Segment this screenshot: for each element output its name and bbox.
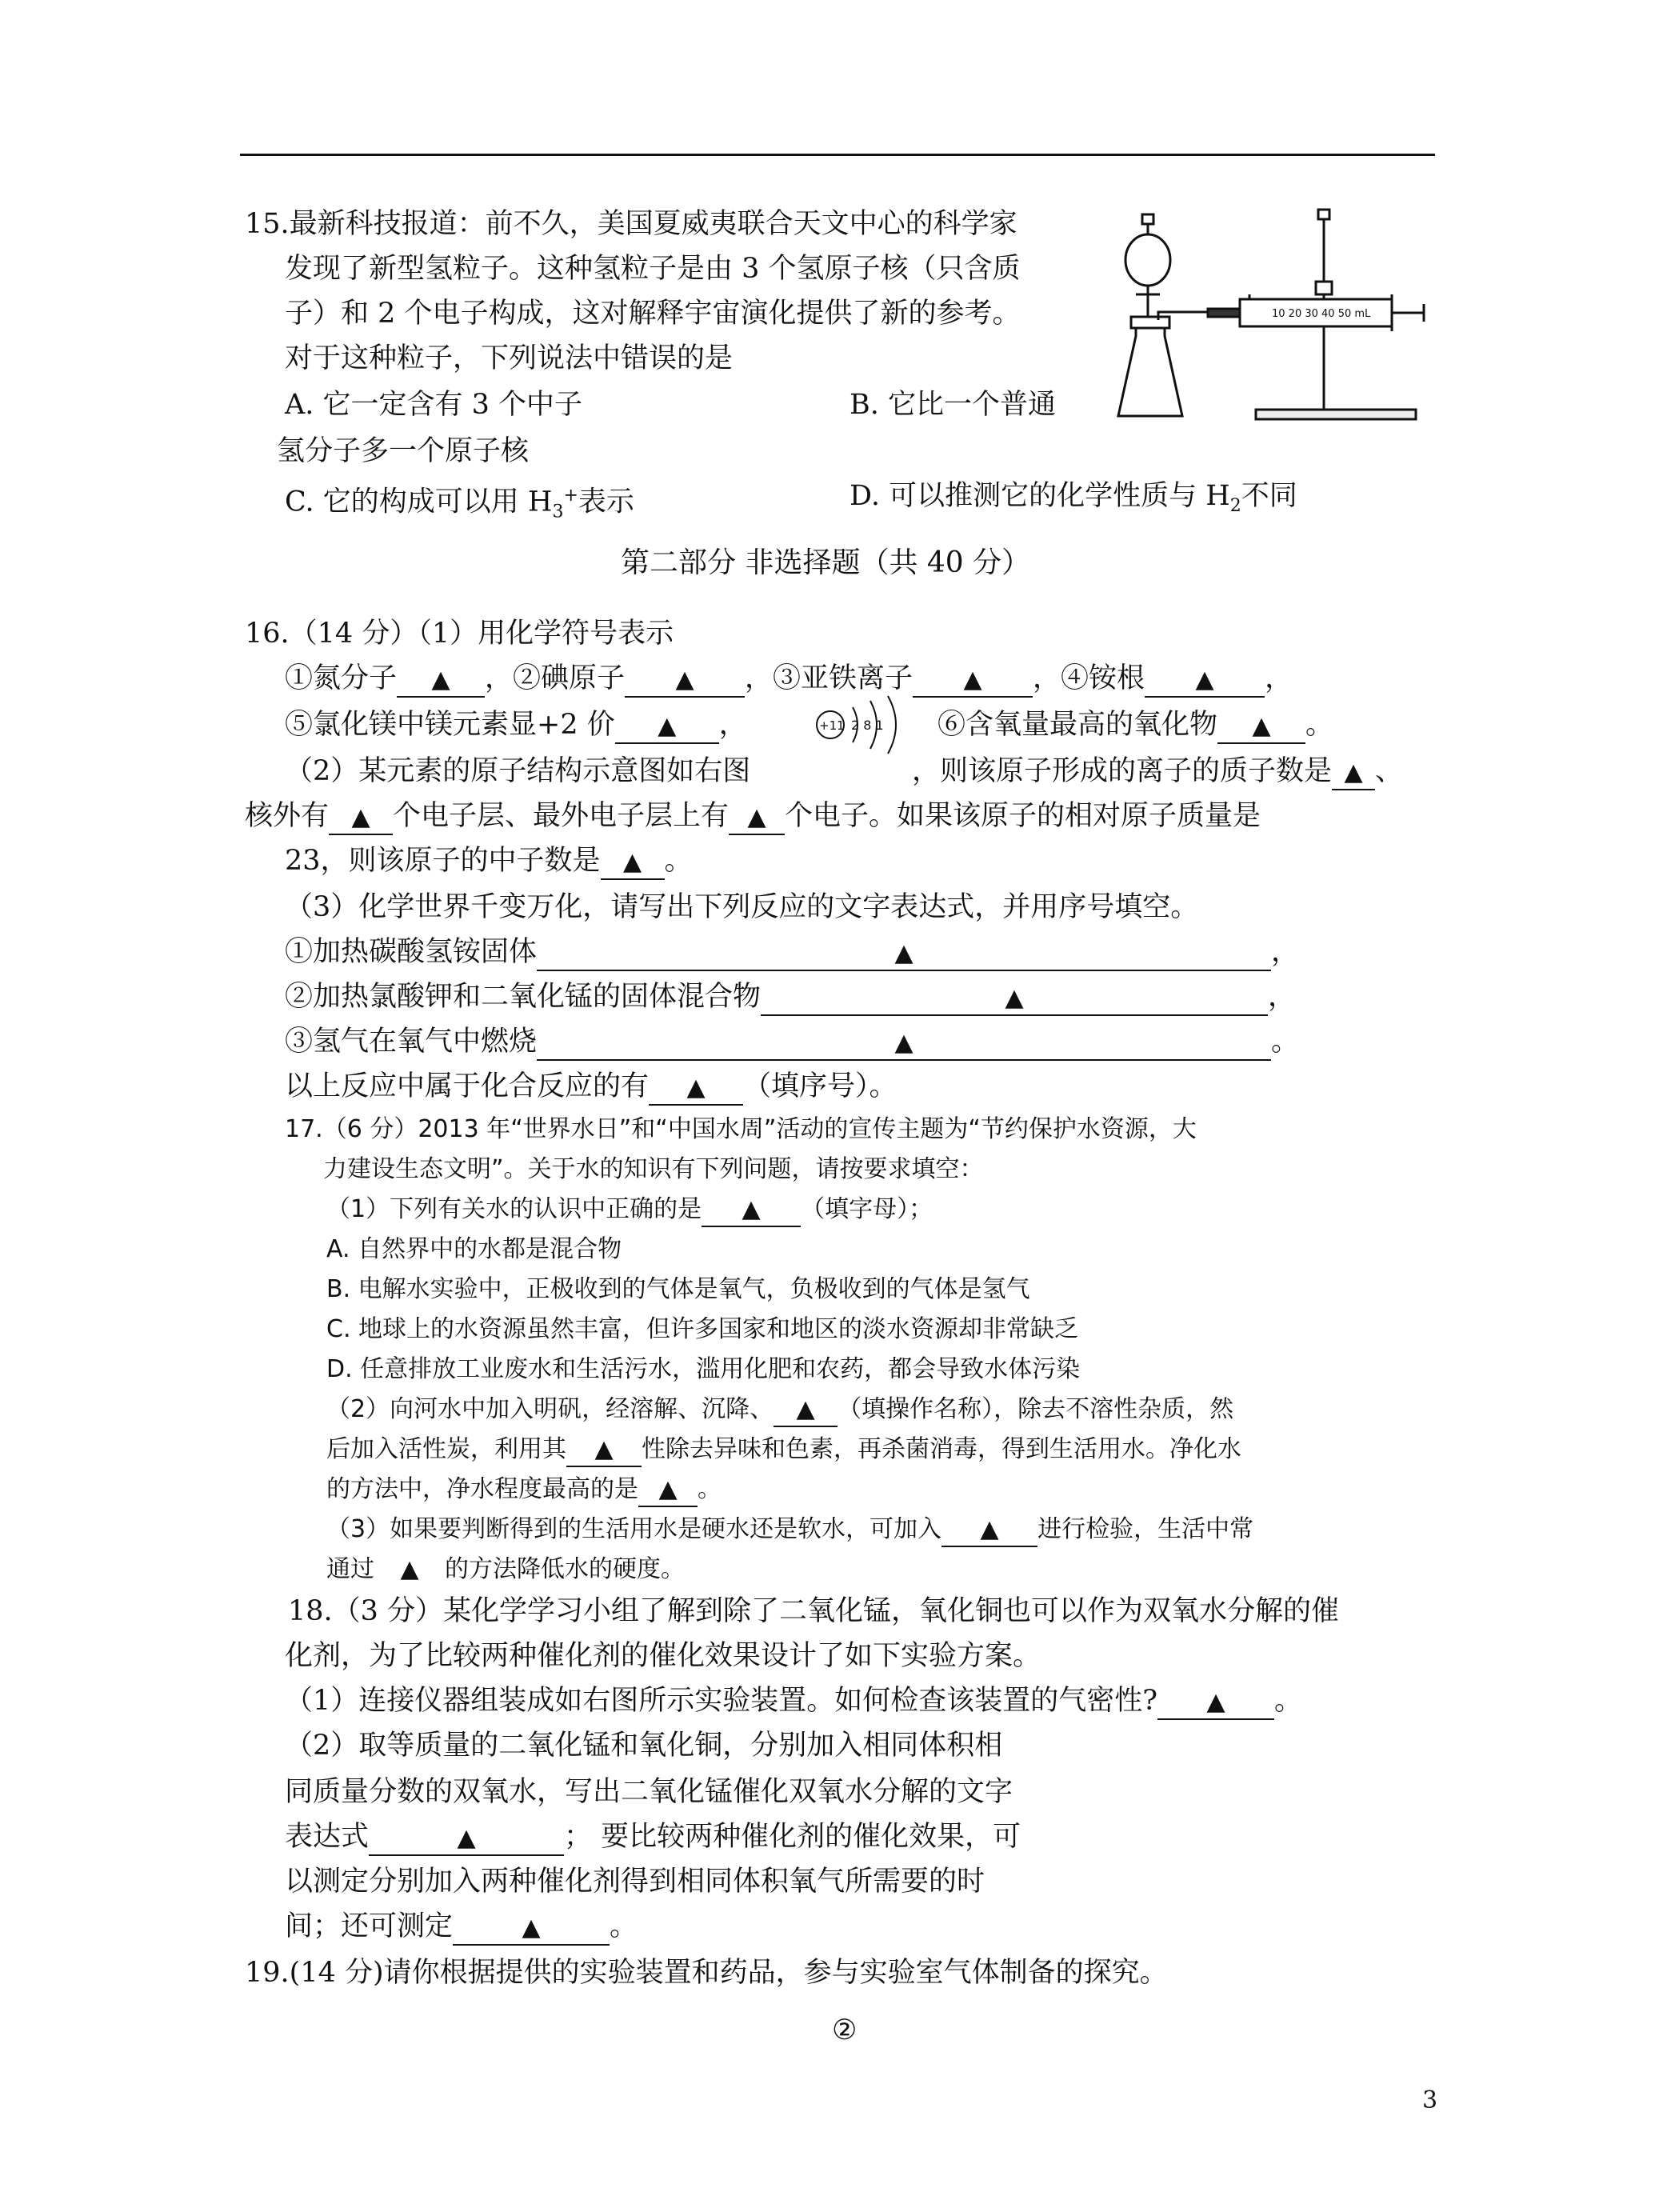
q19-line1: 19.(14 分)请你根据提供的实验装置和药品，参与实验室气体制备的探究。 [245,1957,1168,1989]
q15-c-sup: + [563,486,578,506]
q17-blank6 [374,1552,445,1587]
q15-c-text2: 表示 [578,486,634,518]
q17-line11 [326,1512,1253,1547]
q17-line9 [326,1432,1241,1467]
q15-line4: 对于这种粒子，下列说法中错误的是 [285,342,734,374]
q17-blank1 [702,1194,801,1227]
q17-line8 [326,1392,1233,1427]
q17-blank3 [566,1434,642,1467]
q18-blank3 [453,1910,610,1946]
q17-line9-b: 性除去异味和色素，再杀菌消毒，得到生活用水。净化水 [642,1435,1241,1463]
q15-option-b-cont: 氢分子多一个原子核 [277,435,530,467]
separatory-funnel [1125,234,1170,286]
q17-line12-b: 的方法降低水的硬度。 [445,1555,685,1583]
q17-line12-a: 通过 [326,1555,374,1583]
q15-c-sub: 3 [552,502,564,522]
q17-line10 [326,1472,722,1507]
page-number: 3 [1422,2086,1438,2114]
stand-base [1256,410,1416,419]
q16-line5-a: 核外有 [245,800,330,832]
blank-marker: ▲ [1252,712,1271,740]
q17-line9-a: 后加入活性炭，利用其 [326,1435,566,1463]
q18-line1: 18.（3 分）某化学学习小组了解到除了二氧化锰，氧化铜也可以作为双氧水分解的催 [288,1595,1340,1627]
q16-comma: ， [1265,662,1293,694]
part2-heading: 第二部分 非选择题（共 40 分） [621,546,1031,579]
q16-line5 [245,798,1261,835]
q15-line3: 子）和 2 个电子构成，这对解释宇宙演化提供了新的参考。 [285,298,1021,330]
q18-line2: 化剂，为了比较两种催化剂的催化效果设计了如下实验方案。 [285,1640,1041,1672]
q16-part2-text: ，则该原子形成的离子的质子数是 [912,755,1333,787]
q17-option-a: A. 自然界中的水都是混合物 [326,1235,622,1263]
q17-line10-b: 。 [698,1475,722,1503]
q15-d-text2: 不同 [1241,480,1297,512]
blank-marker: ▲ [594,1435,614,1463]
q17-line11-a: （3）如果要判断得到的生活用水是硬水还是软水，可加入 [326,1515,942,1543]
q16-r3-label: ③氢气在氧气中燃烧 [285,1026,538,1058]
blank-marker: ▲ [658,712,677,740]
q17-line8-a: （2）向河水中加入明矾，经溶解、沉降、 [326,1395,774,1423]
q16-item5: ⑤氯化镁中镁元素显+2 价 [285,709,615,741]
q16-blank2 [625,662,745,698]
blank-marker: ▲ [351,803,370,831]
nucleus-charge: +11 [819,718,845,733]
q17-blank5 [941,1514,1037,1547]
q18-line5: 同质量分数的双氧水，写出二氧化锰催化双氧水分解的文字 [285,1776,1013,1808]
q15-d-text: D. 可以推测它的化学性质与 H [849,480,1230,512]
q16-part2-left: （2）某元素的原子结构示意图如右图 [285,755,751,787]
q18-line6 [285,1819,1021,1856]
blank-marker: ▲ [742,1195,761,1223]
blank-marker: ▲ [894,939,913,967]
q18-line4: （2）取等质量的二氧化锰和氧化铜，分别加入相同体积相 [285,1730,1003,1762]
q16-last-line [285,1069,897,1106]
q18-line6-b: ； 要比较两种催化剂的催化效果，可 [564,1821,1021,1853]
q18-line3-a: （1）连接仪器组装成如右图所示实验装置。如何检查该装置的气密性? [285,1685,1158,1717]
q16-items-row2-left [285,707,747,744]
q16-reaction3 [285,1024,1299,1061]
q16-comma: ， [1268,981,1297,1013]
q16-line5-c: 个电子。如果该原子的相对原子质量是 [785,800,1261,832]
q16-part3: （3）化学世界千变万化，请写出下列反应的文字表达式，并用序号填空。 [285,891,1199,923]
blank-marker: ▲ [980,1515,999,1543]
q17-option-c: C. 地球上的水资源虽然丰富，但许多国家和地区的淡水资源却非常缺乏 [326,1315,1079,1343]
q16-last-a: 以上反应中属于化合反应的有 [285,1070,650,1102]
q15-option-c [285,478,634,530]
q16-blank6 [1217,709,1305,744]
q18-line8 [285,1909,638,1946]
q17-blank4 [638,1474,698,1507]
q16-reaction1 [285,934,1299,971]
q18-line3 [285,1683,1302,1720]
q17-line3 [326,1192,933,1227]
blank-marker: ▲ [1206,1688,1225,1716]
q16-part2-sep: 、 [1375,755,1404,787]
q16-line5-b: 个电子层、最外电子层上有 [393,800,730,832]
q17-line3-b: （填字母）； [801,1195,933,1223]
q18-line8-b: 。 [610,1910,638,1942]
q15-line1: 15.最新科技报道：前不久，美国夏威夷联合天文中心的科学家 [245,208,1017,240]
header-rule [240,154,1435,156]
q17-line10-a: 的方法中，净水程度最高的是 [326,1475,638,1503]
blank-marker: ▲ [675,666,694,694]
q16-items-row1 [285,661,1293,698]
q15-option-b: B. 它比一个普通 [849,389,1056,421]
q16-blank9 [729,800,785,835]
blank-marker: ▲ [457,1824,476,1852]
syringe-scale: 10 20 30 40 50 mL [1272,308,1371,320]
blank-marker: ▲ [400,1555,419,1583]
q17-option-d: D. 任意排放工业废水和生活污水，滥用化肥和农药，都会导致水体污染 [326,1355,1081,1383]
q16-reaction2 [285,979,1296,1016]
q17-line2: 力建设生态文明”。关于水的知识有下列问题，请按要求填空： [323,1155,984,1183]
q15-d-sub: 2 [1229,496,1241,516]
q18-line6-a: 表达式 [285,1821,370,1853]
q18-line3-b: 。 [1274,1685,1303,1717]
atomic-structure-diagram [813,693,909,757]
q15-option-d [849,478,1297,524]
blank-marker: ▲ [1344,758,1363,786]
q16-item6: ⑥含氧量最高的氧化物 [937,709,1218,741]
q16-blank10 [601,845,665,880]
q18-line8-a: 间；还可测定 [285,1910,454,1942]
blank-marker: ▲ [894,1029,913,1057]
q16-r2-label: ②加热氯酸钾和二氧化锰的固体混合物 [285,981,762,1013]
q16-item4: ，④铵根 [1033,662,1145,694]
blank-marker: ▲ [431,666,450,694]
q15-line2: 发现了新型氢粒子。这种氢粒子是由 3 个氢原子核（只含质 [285,253,1021,285]
q16-comma: ， [1271,936,1300,968]
q16-blank1 [397,662,485,698]
q15-option-a: A. 它一定含有 3 个中子 [285,389,583,421]
q16-item1: ①氮分子 [285,662,398,694]
q16-period: 。 [1271,1026,1300,1058]
q16-blank-r1 [537,936,1271,971]
q16-comma: ， [718,709,747,741]
conical-flask [1118,320,1182,416]
q16-period: 。 [1305,709,1334,741]
blank-marker: ▲ [963,666,982,694]
blank-marker: ▲ [623,848,642,876]
q17-line11-b: 进行检验，生活中常 [1037,1515,1254,1543]
q16-part2-right [912,754,1403,790]
q16-last-b: （填序号）。 [743,1070,897,1102]
q17-line12 [326,1552,685,1587]
q16-item3: ，③亚铁离子 [745,662,913,694]
q16-blank-r2 [761,981,1268,1016]
q16-line6 [285,843,693,880]
blank-marker: ▲ [1195,666,1214,694]
q19-figure-marker: ② [832,2014,857,2046]
q16-blank5 [615,709,719,744]
q16-item2: ，②碘原子 [485,662,626,694]
q18-blank2 [369,1821,564,1856]
q18-blank1 [1157,1685,1274,1720]
blank-marker: ▲ [796,1395,815,1423]
blank-marker: ▲ [1005,984,1024,1012]
q16-blank8 [329,800,393,835]
q16-blank7 [1332,755,1375,790]
q16-line6-a: 23，则该原子的中子数是 [285,845,601,877]
q16-line1: 16.（14 分）（1）用化学符号表示 [245,618,674,650]
q16-blank-r3 [537,1026,1271,1061]
q17-option-b: B. 电解水实验中，正极收到的气体是氧气，负极收到的气体是氢气 [326,1275,1030,1303]
q17-line8-b: （填操作名称），除去不溶性杂质，然 [838,1395,1234,1423]
shell-electrons: 2 8 1 [851,718,884,733]
q16-r1-label: ①加热碳酸氢铵固体 [285,936,538,968]
blank-marker: ▲ [686,1074,706,1102]
blank-marker: ▲ [747,803,766,831]
q17-line3-a: （1）下列有关水的认识中正确的是 [326,1195,702,1223]
blank-marker: ▲ [658,1475,678,1503]
q16-blank3 [913,662,1033,698]
q16-items-row2-right [937,707,1333,744]
q16-line6-b: 。 [664,845,693,877]
blank-marker: ▲ [522,1914,541,1942]
apparatus-figure [1112,200,1432,432]
q17-blank2 [774,1394,838,1427]
q16-blank4 [1145,662,1265,698]
q18-line7: 以测定分别加入两种催化剂得到相同体积氧气所需要的时 [285,1866,985,1898]
q16-blank-last [649,1070,743,1106]
q17-line1: 17.（6 分）2013 年“世界水日”和“中国水周”活动的宣传主题为“节约保护水资源，大 [285,1115,1197,1143]
q15-c-text: C. 它的构成可以用 H [285,486,553,518]
